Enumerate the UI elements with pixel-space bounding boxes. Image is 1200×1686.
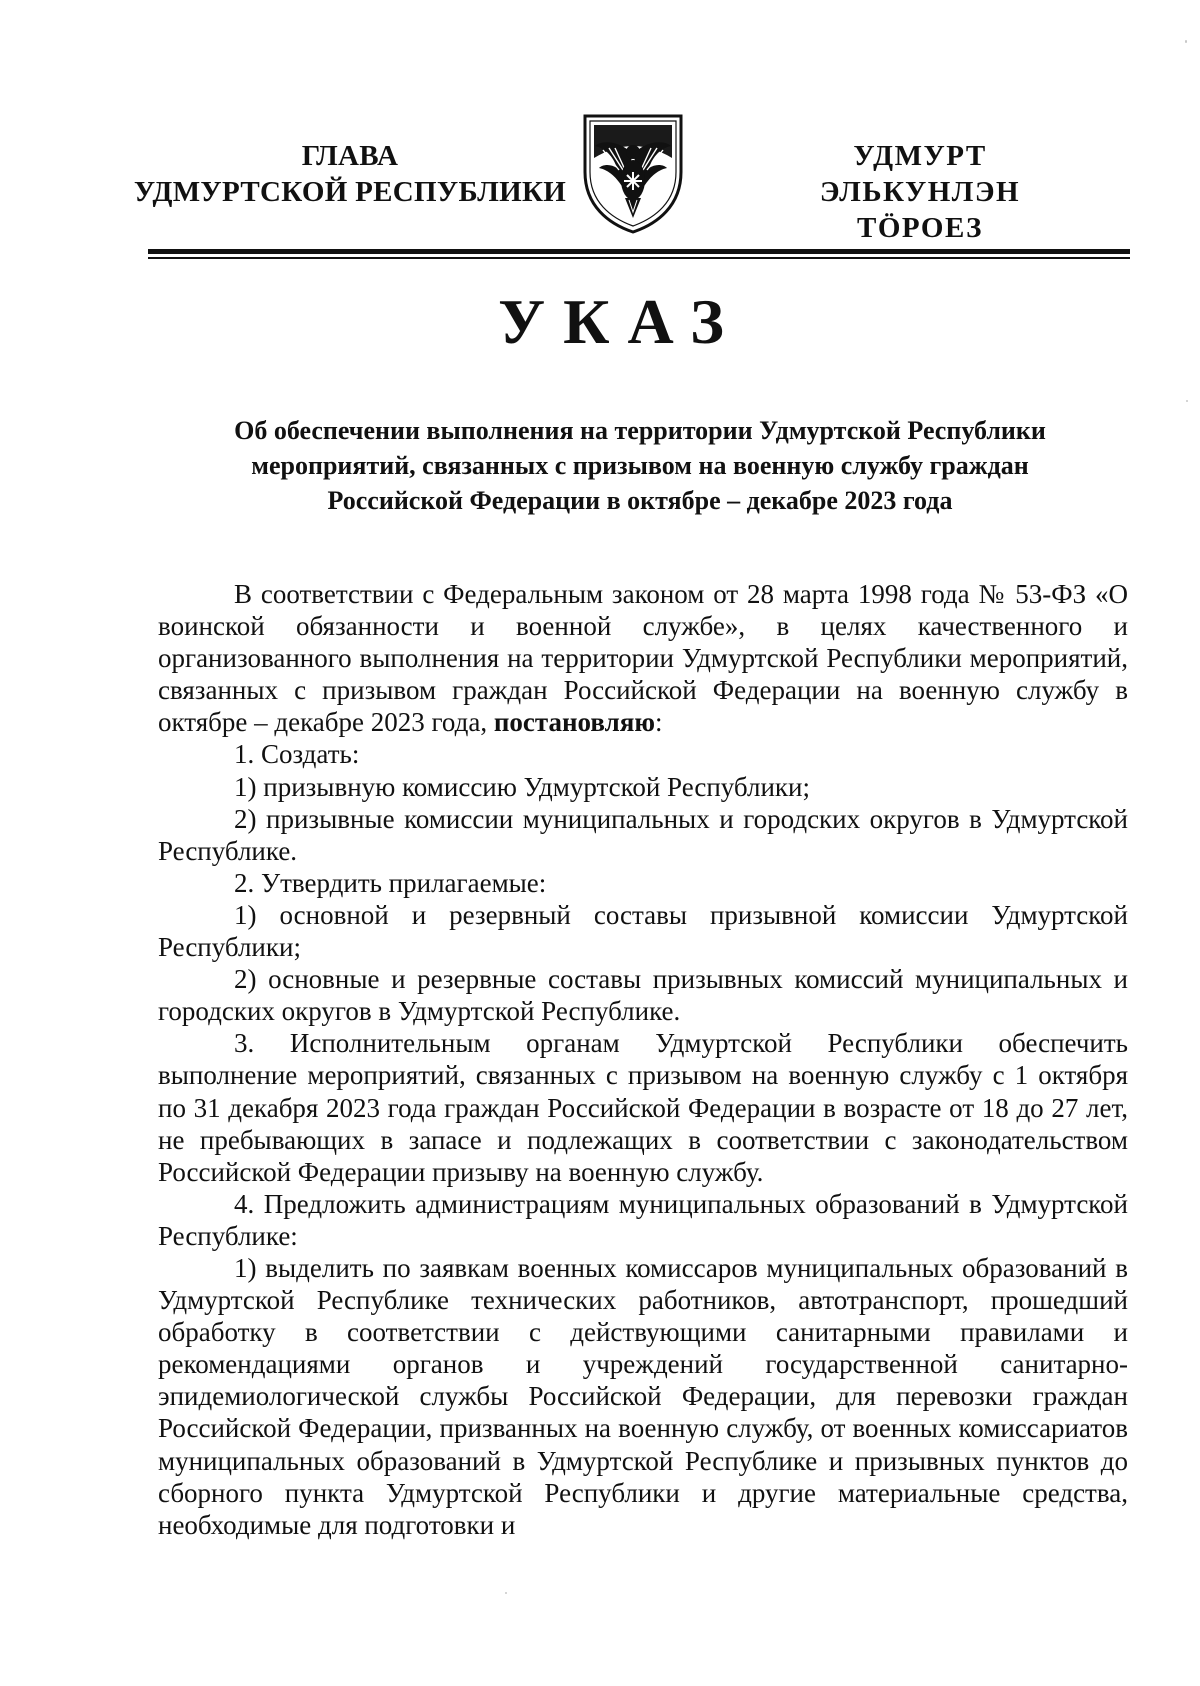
clause-1: 1. Создать: (234, 739, 360, 770)
intro-decree-word: постановляю (493, 707, 655, 738)
clause-2-item-1: 1) основной и резервный составы призывной комиссии Удмуртской Республики; (158, 899, 1128, 963)
scan-speck (1186, 400, 1188, 402)
title-line-2: мероприятий, связанных с призывом на военную службу граждан (251, 451, 1029, 480)
issuer-udm-line-1: УДМУРТ ЭЛЬКУНЛЭН (819, 140, 1021, 208)
intro-paragraph (158, 578, 1128, 738)
issuer-line-2: УДМУРТСКОЙ РЕСПУБЛИКИ (133, 176, 567, 208)
intro-text: В соответствии с Федеральным законом от 28 марта 1998 года № 53-ФЗ «О воинской обязанности и военной службе», в целях качественного и организованного выполнения на территории Удмуртской Республики мероприятий, связанных с призывом граждан Российской Федерации на военную службу в октябре – декабре 2023 года, (158, 579, 1128, 738)
clause-1-item-2: 2) призывные комиссии муниципальных и городских округов в Удмуртской Республике. (158, 803, 1128, 866)
issuer-header-russian (130, 138, 570, 210)
header-rule-thick (148, 249, 1130, 254)
scan-speck (1185, 40, 1187, 43)
document-body (158, 578, 1128, 1541)
clause-4: 4. Предложить администрациям муниципальных образований в Удмуртской Республике: (158, 1188, 1128, 1251)
clause-4-item-1: 1) выделить по заявкам военных комиссаров муниципальных образований в Удмуртской Республике технических работников, автотранспорт, прошедший обработку в соответствии с действующими санитарными правилами и рекомендациями органов и учреждений государственной санитарно-эпидемиологической службы Российской Федерации, для перевозки граждан Российской Федерации, призванных на военную службу, от военных комиссариатов муниципальных образований в Удмуртской Республике и призывных пунктов до сборного пункта Удмуртской Республики и другие материальные средства, необходимые для подготовки и (158, 1252, 1128, 1540)
udmurt-coat-of-arms-icon (579, 110, 687, 235)
title-line-3: Российской Федерации в октябре – декабре 2023 года (327, 486, 953, 515)
document-type: УКАЗ (498, 286, 742, 357)
issuer-header-udmurt (755, 138, 1085, 246)
document-title (150, 413, 1130, 518)
title-line-1: Об обеспечении выполнения на территории Удмуртской Республики (234, 416, 1046, 445)
clause-2: 2. Утвердить прилагаемые: (234, 867, 547, 898)
intro-colon: : (654, 707, 663, 738)
scan-speck (505, 1592, 507, 1594)
issuer-udm-line-2: ТӦРОЕЗ (856, 212, 983, 244)
clause-2-item-2: 2) основные и резервные составы призывных комиссий муниципальных и городских округов в Удмуртской Республике. (158, 964, 1128, 1027)
header-rule-thin (148, 257, 1130, 259)
issuer-line-1: ГЛАВА (301, 140, 399, 172)
clause-3: 3. Исполнительным органам Удмуртской Республики обеспечить выполнение мероприятий, связанных с призывом на военную службу с 1 октября по 31 декабря 2023 года граждан Российской Федерации в возрасте от 18 до 27 лет, не пребывающих в запасе и подлежащих в соответствии с законодательством Российской Федерации призыву на военную службу. (158, 1028, 1128, 1187)
clause-1-item-1: 1) призывную комиссию Удмуртской Республики; (234, 771, 810, 802)
